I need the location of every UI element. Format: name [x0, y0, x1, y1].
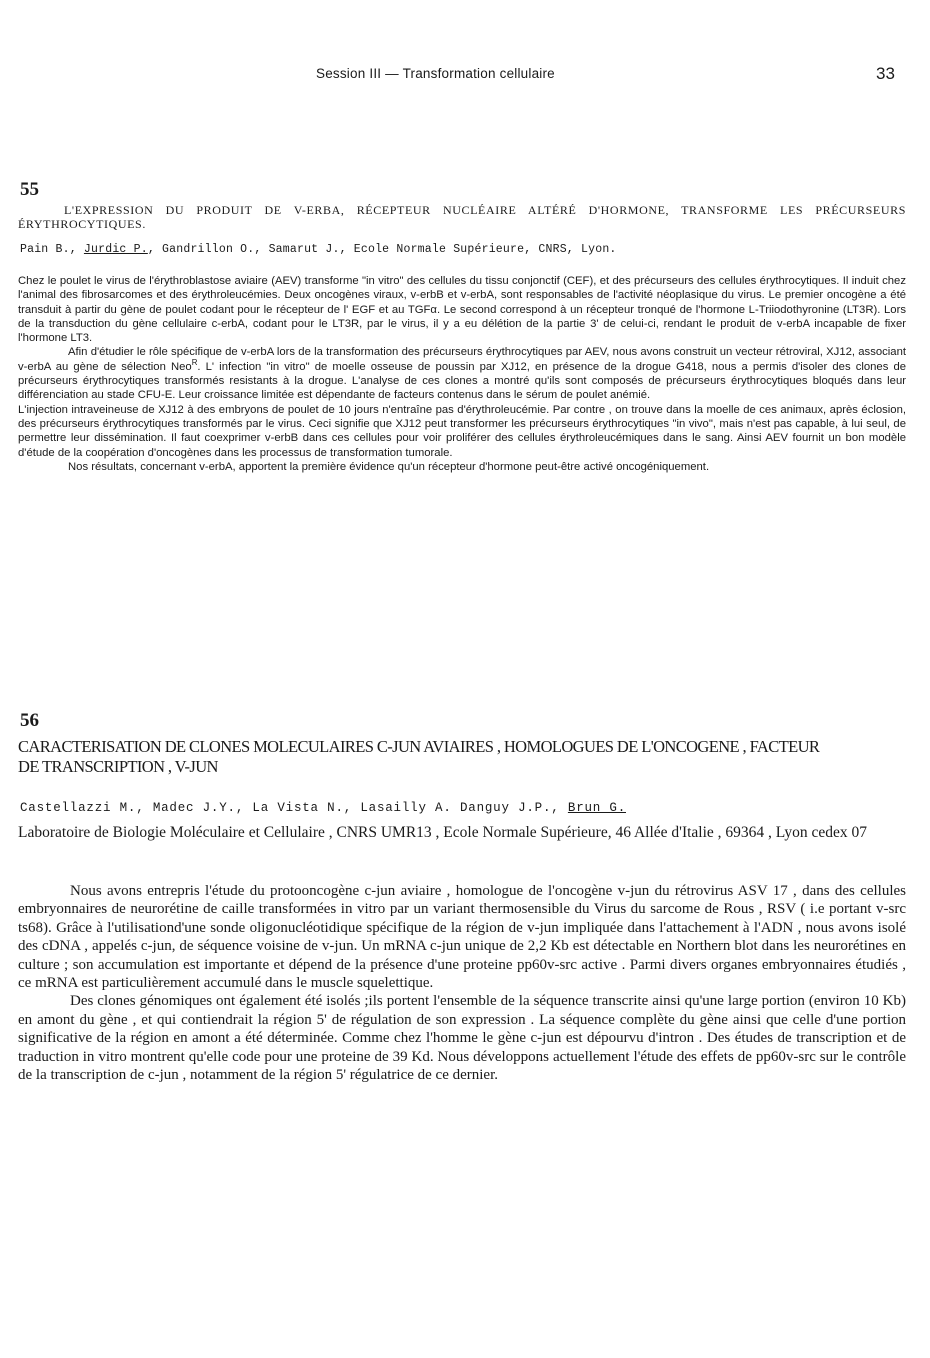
paragraph-text: Afin d'étudier le rôle spécifique de v-erbA lors de la transformation des précurseurs érythrocytiques par AEV, nous avons construit un vecteur rétroviral, XJ12, associant v-erbA au gène de sélection Neo [18, 346, 906, 373]
presenting-author: Brun G. [567, 801, 626, 815]
abstract-55-authors [20, 243, 900, 256]
authors-text: , Gandrillon O., Samarut J., Ecole Normale Supérieure, CNRS, Lyon. [147, 243, 617, 256]
paragraph: Nos résultats, concernant v-erbA, apportent la première évidence qu'un récepteur d'hormone peut-être activé oncogéniquement. [68, 460, 710, 473]
abstract-56-body [18, 882, 906, 1084]
paragraph: L'injection intraveineuse de XJ12 à des embryons de poulet de 10 jours n'entraîne pas d'érythroleucémie. Par contre , on trouve dans la moelle de ces animaux, après éclosion, des précurseurs érythrocytiques transformés par le virus. Ceci signifie que XJ12 peut transformer les précurseurs érythrocytiques "in vivo", mais n'est pas capable, à lui seul, de permettre leur dissémination. Il faut coexprimer v-erbB dans ces cellules pour voir proliférer des cellules érythroleucémiques dans le sang. Ainsi AEV fournit un bon modèle d'étude de la coopération d'oncogènes dans les processus de transformation tumorale. [18, 403, 906, 459]
abstract-55-number: 55 [20, 179, 39, 200]
paragraph: Des clones génomiques ont également été isolés ;ils portent l'ensemble de la séquence transcrite ainsi qu'une large portion (environ 10 Kb) en amont du gène , et qui contiendrait la région 5' de régulation de son expression . La séquence complète du gène ainsi que celle d'une portion significative de la région en amont a été déterminée. Comme chez l'homme le gène c-jun est dépourvu d'intron . Des études de transcription et de traduction in vitro montrent qu'elle code pour une proteine de 39 Kd. Nous développons actuellement l'étude des effets de pp60v-src sur le contrôle de la transcription de c-jun , notamment de la région 5' régulatrice de ce dernier. [18, 993, 906, 1084]
paragraph [18, 345, 906, 402]
presenting-author: Jurdic P. [83, 243, 148, 256]
abstract-56-affiliation: Laboratoire de Biologie Moléculaire et Cellulaire , CNRS UMR13 , Ecole Normale Supérieure, 46 Allée d'Italie , 69364 , Lyon cedex 07 [18, 824, 868, 841]
abstract-55-title: L'EXPRESSION DU PRODUIT DE V-ERBA, RÉCEPTEUR NUCLÉAIRE ALTÉRÉ D'HORMONE, TRANSFORME LES PRÉCURSEURS ÉRYTHROCYTIQUES. [18, 203, 906, 231]
abstract-56-authors [20, 801, 900, 815]
paragraph: Nous avons entrepris l'étude du protooncogène c-jun aviaire , homologue de l'oncogène v-jun du rétrovirus ASV 17 , dans des cellules embryonnaires de neurorétine de caille transformées in vitro par un variant thermosensible du Virus du sarcome de Rous , RSV ( i.e portant v-src ts68). Grâce à l'utilisationd'une sonde oligonucléotidique spécifique de la région de v-jun impliquée dans l'attachement à l'ADN , nous avons isolé des cDNA , appelés c-jun, de séquence voisine de v-jun. Un mRNA c-jun unique de 2,2 Kb est détectable en Northern blot dans les neurorétines en culture ; son accumulation est importante et dépend de la présence d'une proteine pp60v-src active . Parmi divers organes embryonnaires étudiés , ce mRNA est particulièrement accumulé dans le muscle squelettique. [18, 883, 906, 992]
page-number: 33 [876, 64, 895, 83]
abstract-55-body [18, 274, 906, 474]
paragraph: Chez le poulet le virus de l'érythroblastose aviaire (AEV) transforme "in vitro" des cellules du tissu conjonctif (CEF), et des précurseurs des cellules érythrocytiques. Il induit chez l'animal des fibrosarcomes et des érythroleucémies. Deux oncogènes viraux, v-erbB et v-erbA, sont responsables de l'activité néoplasique du virus. Le premier oncogène a été transduit à partir du gène de poulet codant pour le récepteur de l' EGF et au TGFα. Le second correspond à un récepteur tronqué de l'hormone L-Triiodothyronine (LT3R). Lors de la transduction du gène cellulaire c-erbA, codant pour le LT3R, par le virus, il y a eu délétion de la partie 3' de celui-ci, rendant le produit de v-erbA incapable de fixer l'hormone LT3. [18, 275, 906, 345]
paragraph-text: . L' infection "in vitro" de moelle osseuse de poussin par XJ12, en présence de la drogue G418, nous a permis d'isoler des clones de précurseurs érythrocytiques transformés resistants à la drogue. L'analyse de ces clones a montré qu'ils sont composés de précurseurs érythrocytiques bloqués dans leur différenciation au stade CFU-E. Leur croissance limitée est dépendante de facteurs contenus dans le sérum de poulet anémié. [18, 360, 907, 402]
authors-text: Pain B., [20, 243, 84, 256]
running-header [0, 64, 930, 88]
superscript: R [191, 358, 198, 368]
abstract-56-number: 56 [20, 710, 39, 731]
abstract-56-title: CARACTERISATION DE CLONES MOLECULAIRES C-JUN AVIAIRES , HOMOLOGUES DE L'ONCOGENE , FACTEUR DE TRANSCRIPTION , V-JUN [18, 737, 820, 776]
running-title: Session III — Transformation cellulaire [316, 66, 555, 81]
authors-text: Castellazzi M., Madec J.Y., La Vista N., Lasailly A. Danguy J.P., [20, 801, 568, 815]
